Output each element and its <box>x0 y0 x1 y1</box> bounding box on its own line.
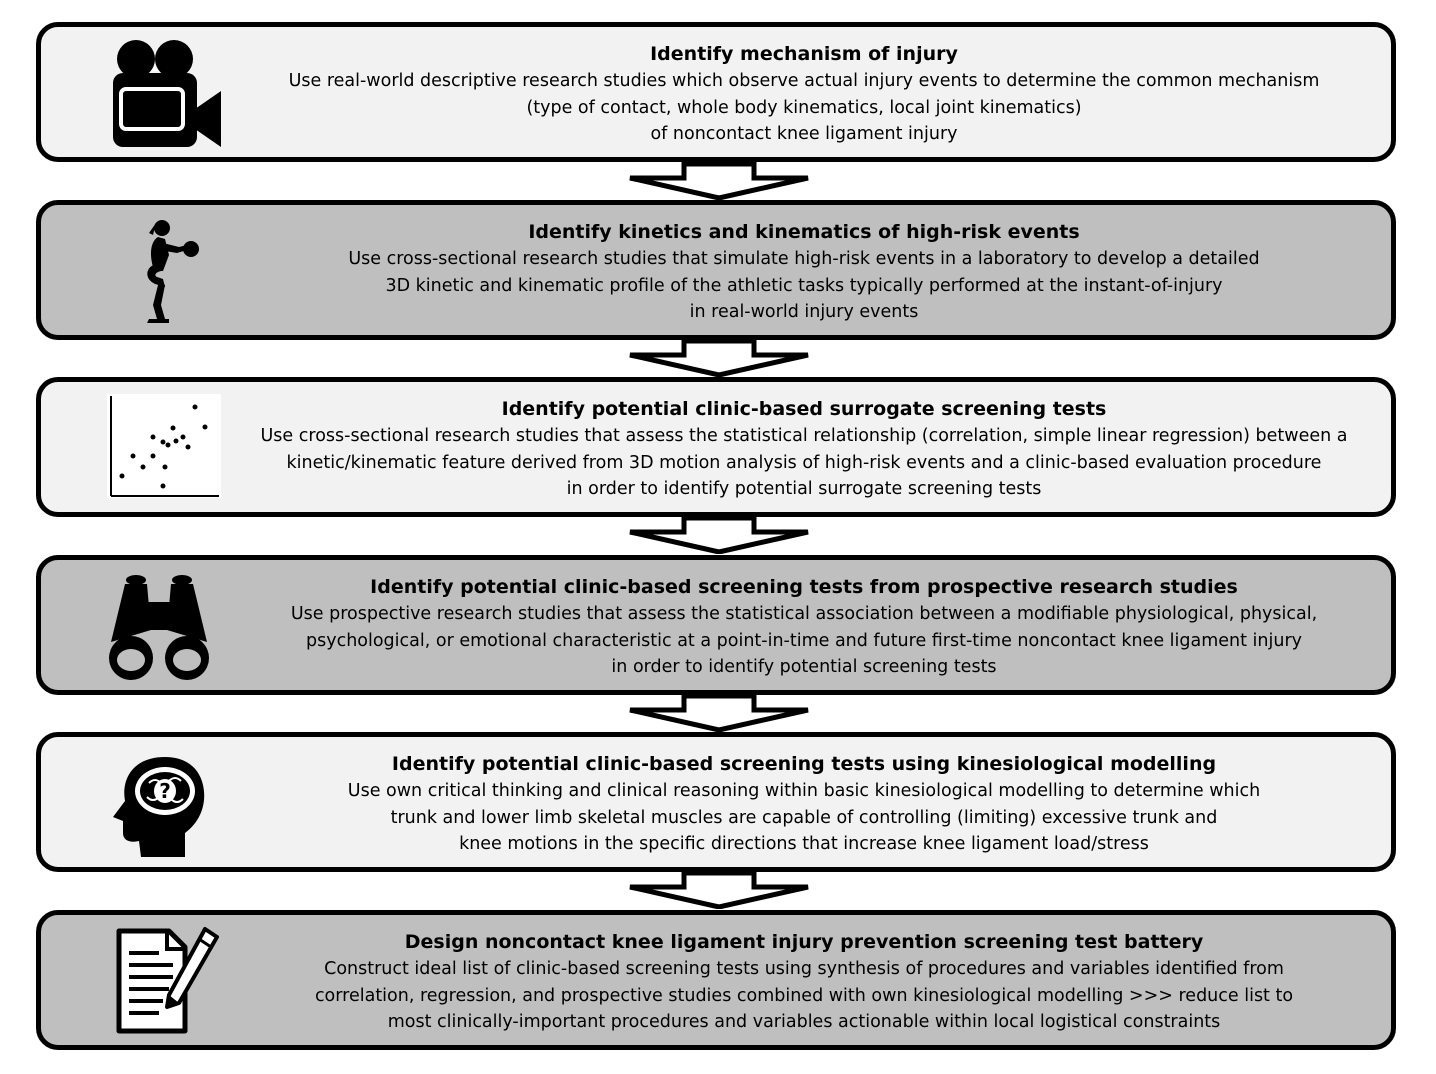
step-5-box <box>36 732 1396 872</box>
step-description-line: in real-world injury events <box>689 302 919 322</box>
step-description-line: kinetic/kinematic feature derived from 3D motion analysis of high-risk events and a clinic-based evaluation procedure <box>286 452 1322 473</box>
down-arrow-icon <box>628 162 810 200</box>
step-description-line: knee motions in the specific directions that increase knee ligament load/stress <box>459 834 1149 854</box>
athlete-icon <box>103 215 223 325</box>
down-arrow-icon <box>628 516 810 554</box>
step-4-text <box>231 574 1377 681</box>
step-6-box <box>36 910 1396 1050</box>
step-6-text <box>231 929 1377 1036</box>
step-3-box <box>36 377 1396 517</box>
step-description-line: trunk and lower limb skeletal muscles are capable of controlling (limiting) excessive trunk and <box>390 807 1218 828</box>
step-description-line: Use cross-sectional research studies that simulate high-risk events in a laboratory to develop a detailed <box>348 249 1260 269</box>
step-title: Identify potential clinic-based surrogate screening tests <box>501 398 1107 420</box>
step-description-line: of noncontact knee ligament injury <box>650 124 958 144</box>
step-4-box <box>36 555 1396 695</box>
head-brain-question-icon <box>103 747 223 857</box>
binoculars-icon <box>103 570 223 680</box>
step-title: Identify mechanism of injury <box>650 43 958 65</box>
step-title: Identify potential clinic-based screening tests using kinesiological modelling <box>391 753 1217 775</box>
down-arrow-icon <box>628 339 810 377</box>
step-description-line: (type of contact, whole body kinematics, local joint kinematics) <box>526 97 1082 118</box>
document-pencil-icon <box>103 925 223 1035</box>
step-description-line: Use prospective research studies that assess the statistical association between a modifiable physiological, physical, <box>290 604 1318 624</box>
step-5-text <box>231 751 1377 858</box>
video-camera-icon <box>103 37 223 147</box>
step-description-line: most clinically-important procedures and variables actionable within local logistical constraints <box>387 1012 1221 1032</box>
down-arrow-icon <box>628 694 810 732</box>
step-2-box <box>36 200 1396 340</box>
step-description-line: Use real-world descriptive research studies which observe actual injury events to determine the common mechanism <box>288 71 1320 91</box>
step-description-line: Construct ideal list of clinic-based screening tests using synthesis of procedures and variables identified from <box>324 959 1284 979</box>
question-mark: ? <box>159 779 171 803</box>
step-description-line: 3D kinetic and kinematic profile of the athletic tasks typically performed at the instant-of-injury <box>385 275 1223 296</box>
step-description-line: psychological, or emotional characteristic at a point-in-time and future first-time noncontact knee ligament injury <box>305 630 1302 651</box>
step-title: Identify potential clinic-based screening tests from prospective research studies <box>370 576 1238 598</box>
step-1-text <box>231 41 1377 148</box>
step-description-line: Use own critical thinking and clinical reasoning within basic kinesiological modelling to determine which <box>347 781 1261 801</box>
step-3-text <box>231 396 1377 503</box>
step-description-line: in order to identify potential screening tests <box>611 657 997 677</box>
step-description-line: Use cross-sectional research studies that assess the statistical relationship (correlation, simple linear regression) between a <box>260 426 1348 446</box>
step-title: Identify kinetics and kinematics of high-risk events <box>528 221 1080 243</box>
down-arrow-icon <box>628 871 810 909</box>
step-1-box <box>36 22 1396 162</box>
step-2-text <box>231 219 1377 326</box>
step-description-line: in order to identify potential surrogate screening tests <box>566 479 1042 499</box>
scatter-plot-icon <box>103 392 223 502</box>
step-description-line: correlation, regression, and prospective studies combined with own kinesiological modelling >>> reduce list to <box>314 985 1294 1006</box>
step-title: Design noncontact knee ligament injury prevention screening test battery <box>404 931 1204 953</box>
